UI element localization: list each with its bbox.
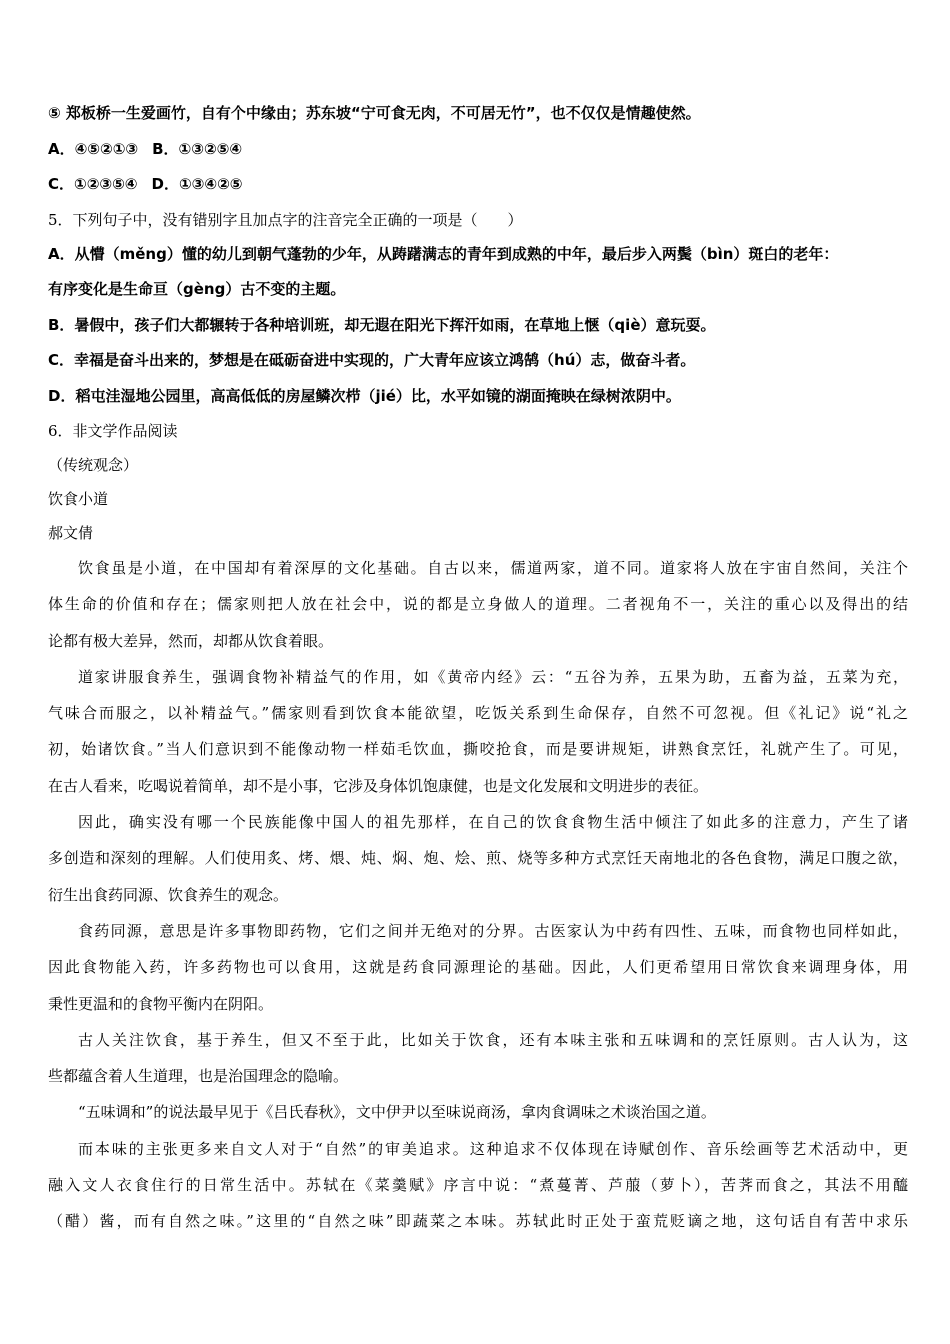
paragraph-line: “五味调和”的说法最早见于《吕氏春秋》，文中伊尹以至味说商汤，拿肉食调味之术谈治国之道。	[78, 1103, 716, 1122]
paragraph-line: 多创造和深刻的理解。人们使用炙、烤、煨、炖、焖、炮、烩、煎、烧等多种方式烹饪天南地北的各色食物，满足口腹之欲，	[48, 849, 908, 868]
option-c: C．①②③⑤④	[48, 175, 138, 193]
paragraph-line: 饮食虽是小道，在中国却有着深厚的文化基础。自古以来，儒道两家，道不同。道家将人放在宇宙自然间，关注个	[78, 559, 908, 577]
q5-option-c: C．幸福是奋斗出来的，梦想是在砥砺奋进中实现的，广大青年应该立鸿鹄（hú）志，做奋斗者。	[48, 351, 696, 369]
paragraph-7	[48, 1131, 908, 1240]
q5-option-a-line2: 有序变化是生命亘（gèng）古不变的主题。	[48, 280, 346, 298]
paragraph-3	[48, 804, 908, 913]
article-author: 郝文倩	[48, 524, 94, 542]
paragraph-line: 些都蕴含着人生道理，也是治国理念的隐喻。	[48, 1067, 349, 1086]
paragraph-line: 道家讲服食养生，强调食物补精益气的作用，如《黄帝内经》云：“五谷为养，五果为助，五畜为益，五菜为充，	[78, 667, 908, 686]
options-ab	[48, 132, 908, 168]
paragraph-line: 融入文人衣食住行的日常生活中。苏轼在《菜羹赋》序言中说：“煮蔓菁、芦菔（萝卜），苦荠而食之，其法不用醯	[48, 1176, 908, 1195]
paragraph-line: 在古人看来，吃喝说着简单，却不是小事，它涉及身体饥饱康健，也是文化发展和文明进步的表征。	[48, 776, 709, 795]
option-b: B．①③②⑤④	[152, 139, 243, 158]
paragraph-line: 因此，确实没有哪一个民族能像中国人的祖先那样，在自己的饮食食物生活中倾注了如此多的注意力，产生了诸	[78, 813, 908, 832]
paragraph-line: （醋）酱，而有自然之味。”这里的“自然之味”即蔬菜之本味。苏轼此时正处于蛮荒贬谪之地，这句话自有苦中求乐	[48, 1212, 908, 1231]
question-5-stem: 5．下列句子中，没有错别字且加点字的注音完全正确的一项是（ ）	[48, 210, 523, 229]
paragraph-line: 食药同源，意思是许多事物即药物，它们之间并无绝对的分界。古医家认为中药有四性、五味，而食物也同样如此，	[78, 921, 908, 940]
paragraph-line: 而本味的主张更多来自文人对于“自然”的审美追求。这种追求不仅体现在诗赋创作、音乐绘画等艺术活动中，更	[78, 1139, 908, 1158]
paragraph-line: 气味合而服之，以补精益气。”儒家则看到饮食本能欲望，吃饭关系到生命保存，自然不可忽视。但《礼记》说“礼之	[48, 704, 908, 723]
item5-statement: ⑤ 郑板桥一生爱画竹，自有个中缘由；苏东坡“宁可食无肉，不可居无竹”，也不仅仅是情趣使然。	[48, 104, 701, 122]
paragraph-line: 古人关注饮食，基于养生，但又不至于此，比如关于饮食，还有本味主张和五味调和的烹饪原则。古人认为，这	[78, 1030, 908, 1049]
paragraph-6	[48, 1094, 908, 1130]
question-6-stem: 6．非文学作品阅读	[48, 422, 178, 440]
paragraph-line: 初，始诸饮食。”当人们意识到不能像动物一样茹毛饮血，撕咬抢食，而是要讲规矩，讲熟食烹饪，礼就产生了。可见，	[48, 740, 908, 759]
paragraph-5	[48, 1022, 908, 1095]
document-page	[48, 96, 908, 1240]
paragraph-1	[48, 550, 908, 659]
paragraph-line: 衍生出食药同源、饮食养生的观念。	[48, 885, 289, 904]
paragraph-line: 体生命的价值和存在；儒家则把人放在社会中，说的都是立身做人的道理。二者视角不一，关注的重心以及得出的结	[48, 595, 908, 614]
q5-option-b: B．暑假中，孩子们大都辗转于各种培训班，却无遐在阳光下挥汗如雨，在草地上惬（qiè）意玩耍。	[48, 315, 716, 334]
paragraph-line: 论都有极大差异，然而，却都从饮食着眼。	[48, 631, 334, 650]
paragraph-line: 因此食物能入药，许多药物也可以食用，这就是药食同源理论的基础。因此，人们更希望用日常饮食来调理身体，用	[48, 958, 908, 977]
paragraph-4	[48, 913, 908, 1022]
option-d: D．①③④②⑤	[151, 175, 243, 193]
q5-option-d: D．稻屯洼湿地公园里，高高低低的房屋鳞次栉（jié）比，水平如镜的湖面掩映在绿树浓阴中。	[48, 386, 681, 405]
option-a: A．④⑤②①③	[48, 139, 139, 158]
article-category: （传统观念）	[48, 456, 139, 474]
options-cd	[48, 167, 908, 203]
paragraph-2	[48, 659, 908, 804]
paragraph-line: 秉性更温和的食物平衡内在阴阳。	[48, 994, 274, 1013]
article-title: 饮食小道	[48, 490, 109, 508]
q5-option-a-line1: A．从懵（měng）懂的幼儿到朝气蓬勃的少年，从踌躇满志的青年到成熟的中年，最后步入两鬓（bìn）斑白的老年：	[48, 244, 839, 263]
